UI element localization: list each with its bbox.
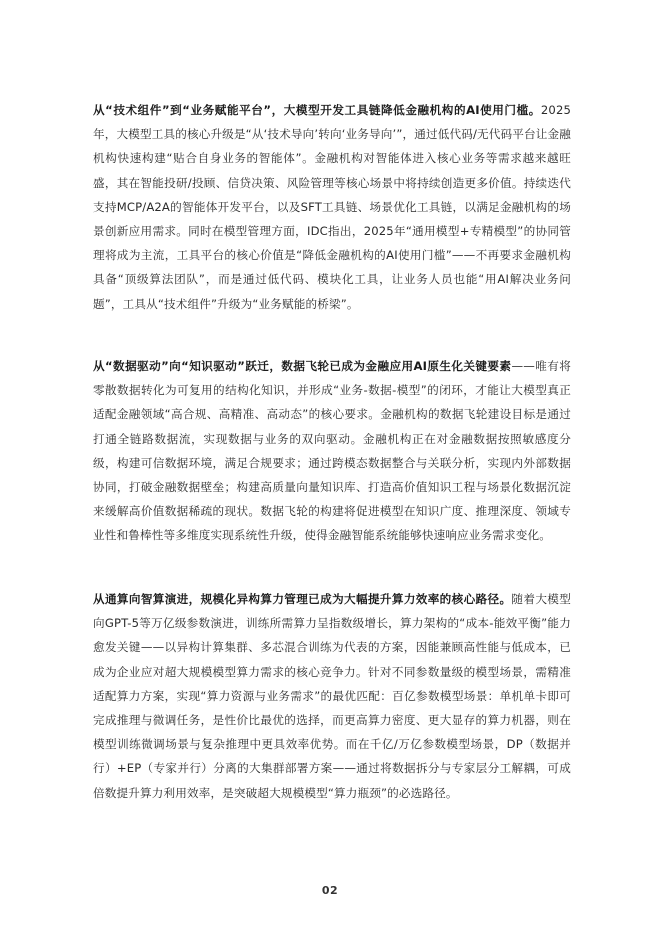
- paragraph-lead: 从“数据驱动”向“知识驱动”跃迁，数据飞轮已成为金融应用AI原生化关键要素: [93, 359, 512, 373]
- paragraph-tool-chain: [93, 98, 571, 316]
- paragraph-body: 随着大模型向GPT-5等万亿级参数演进，训练所需算力呈指数级增长，算力架构的“成本-能效平衡”能力愈发关键——以异构计算集群、多芯混合训练为代表的方案，因能兼顾高性能与低成本，已成为企业应对超大规模模型算力需求的核心竞争力。针对不同参数量级的模型场景，需精准适配算力方案，实现“算力资源与业务需求”的最优匹配：百亿参数模型场景：单机单卡即可完成推理与微调任务，是性价比最优的选择，而更高算力密度、更大显存的算力机器，则在模型训练微调场景与复杂推理中更具效率优势。而在千亿/万亿参数模型场景，DP（数据并行）+EP（专家并行）分离的大集群部署方案——通过将数据拆分与专家层分工解耦，可成倍数提升算力利用效率，是突破超大规模模型“算力瓶颈”的必选路径。: [93, 592, 571, 800]
- paragraph-body: ——唯有将零散数据转化为可复用的结构化知识，并形成“业务-数据-模型”的闭环，才能让大模型真正适配金融领域“高合规、高精准、高动态”的核心要求。金融机构的数据飞轮建设目标是通过打通全链路数据流，实现数据与业务的双向驱动。金融机构正在对金融数据按照敏感度分级，构建可信数据环境，满足合规要求；通过跨模态数据整合与关联分析，实现内外部数据协同，打破金融数据壁垒；构建高质量向量知识库、打造高价值知识工程与场景化数据沉淀来缓解高价值数据稀疏的现状。数据飞轮的构建将促进模型在知识广度、推理深度、领域专业性和鲁棒性等多维度实现系统性升级，使得金融智能系统能够快速响应业务需求变化。: [93, 359, 571, 543]
- paragraph-lead: 从通算向智算演进，规模化异构算力管理已成为大幅提升算力效率的核心路径。: [93, 592, 512, 606]
- paragraph-data-flywheel: [93, 354, 571, 548]
- paragraph-compute-management: [93, 587, 571, 805]
- page-number: 02: [321, 884, 339, 897]
- paragraph-lead: 从“技术组件”到“业务赋能平台”，大模型开发工具链降低金融机构的AI使用门槛。: [93, 103, 541, 117]
- paragraph-body: 2025年，大模型工具的核心升级是“从‘技术导向’转向‘业务导向’”，通过低代码/无代码平台让金融机构快速构建“贴合自身业务的智能体”。金融机构对智能体进入核心业务等需求越来越旺盛，其在智能投研/投顾、信贷决策、风险管理等核心场景中将持续创造更多价值。持续迭代支持MCP/A2A的智能体开发平台，以及SFT工具链、场景优化工具链，以满足金融机构的场景创新应用需求。同时在模型管理方面，IDC指出，2025年“通用模型+专精模型”的协同管理将成为主流，工具平台的核心价值是“降低金融机构的AI使用门槛”——不再要求金融机构具备“顶级算法团队”，而是通过低代码、模块化工具，让业务人员也能“用AI解决业务问题”，工具从“技术组件”升级为“业务赋能的桥梁”。: [93, 103, 571, 311]
